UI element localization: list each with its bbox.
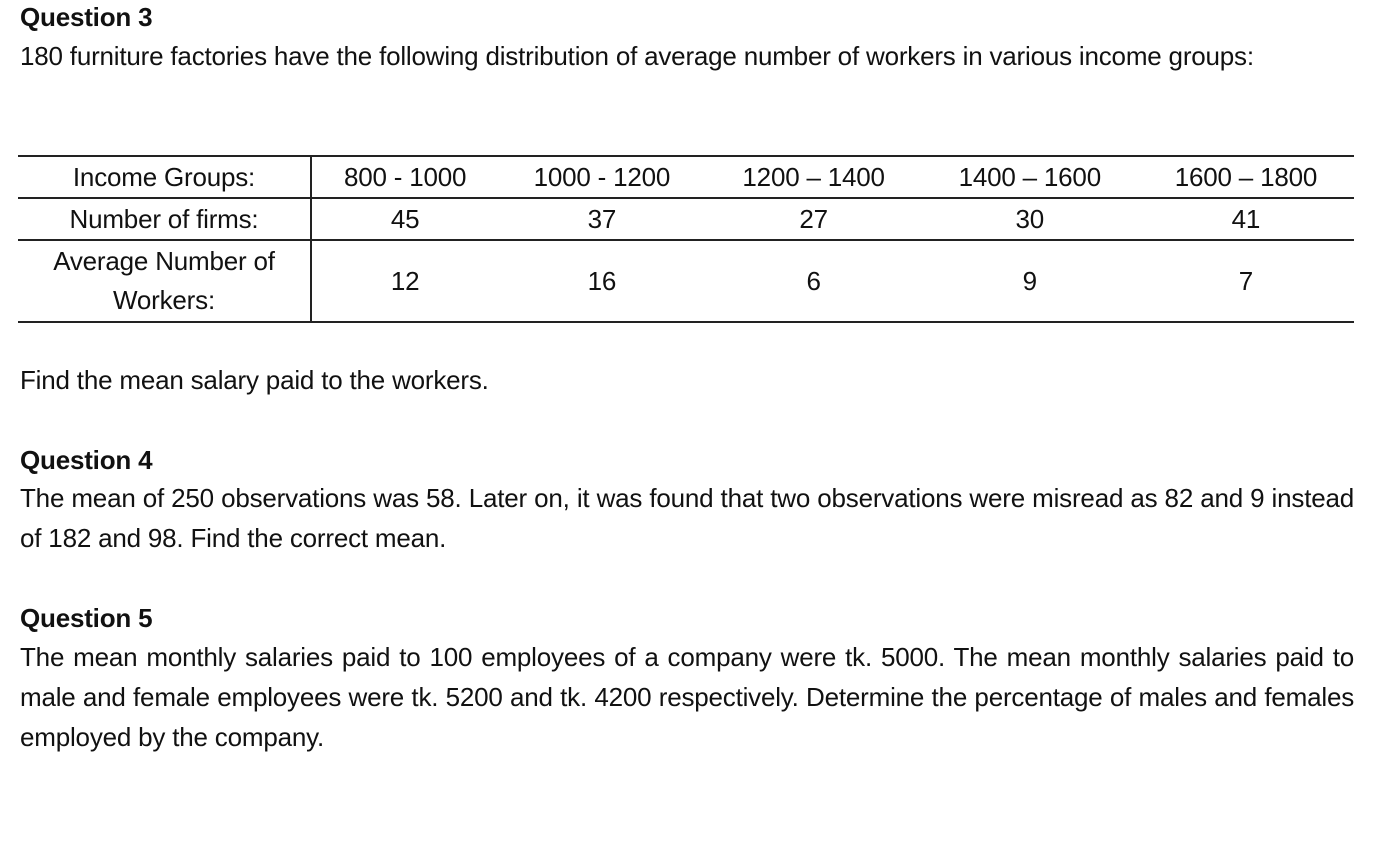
table-cell: 12: [311, 240, 498, 322]
table-cell: 45: [311, 198, 498, 240]
table-cell: 1400 – 1600: [922, 156, 1138, 198]
question-3-heading: Question 3: [20, 2, 153, 32]
question-3-followup: Find the mean salary paid to the workers.: [20, 365, 489, 395]
table-cell: 800 - 1000: [311, 156, 498, 198]
table-cell: 1200 – 1400: [706, 156, 922, 198]
question-4-text: The mean of 250 observations was 58. Later on, it was found that two observations were misread as 82 and 9 instead of 182 and 98. Find the correct mean.: [20, 483, 1354, 553]
table-cell: 16: [498, 240, 705, 322]
table-cell: 41: [1138, 198, 1354, 240]
table-row: [18, 156, 1354, 198]
table-cell: 7: [1138, 240, 1354, 322]
table-row: [18, 198, 1354, 240]
row-label: Income Groups:: [18, 156, 311, 198]
question-5-text: The mean monthly salaries paid to 100 employees of a company were tk. 5000. The mean monthly salaries paid to male and female employees were tk. 5200 and tk. 4200 respectively. Determine the percentage of males and females employed by the company.: [20, 642, 1354, 752]
question-4-heading: Question 4: [20, 445, 153, 475]
table-cell: 37: [498, 198, 705, 240]
row-label: Number of firms:: [18, 198, 311, 240]
row-label: Average Number of Workers:: [18, 240, 311, 322]
table-cell: 27: [706, 198, 922, 240]
table-cell: 6: [706, 240, 922, 322]
table-cell: 1000 - 1200: [498, 156, 705, 198]
table-row: [18, 240, 1354, 322]
income-groups-table: [18, 155, 1354, 323]
table-cell: 9: [922, 240, 1138, 322]
table-cell: 1600 – 1800: [1138, 156, 1354, 198]
question-3-text: 180 furniture factories have the following distribution of average number of workers in various income groups:: [20, 41, 1254, 71]
table-cell: 30: [922, 198, 1138, 240]
question-5-heading: Question 5: [20, 603, 153, 633]
